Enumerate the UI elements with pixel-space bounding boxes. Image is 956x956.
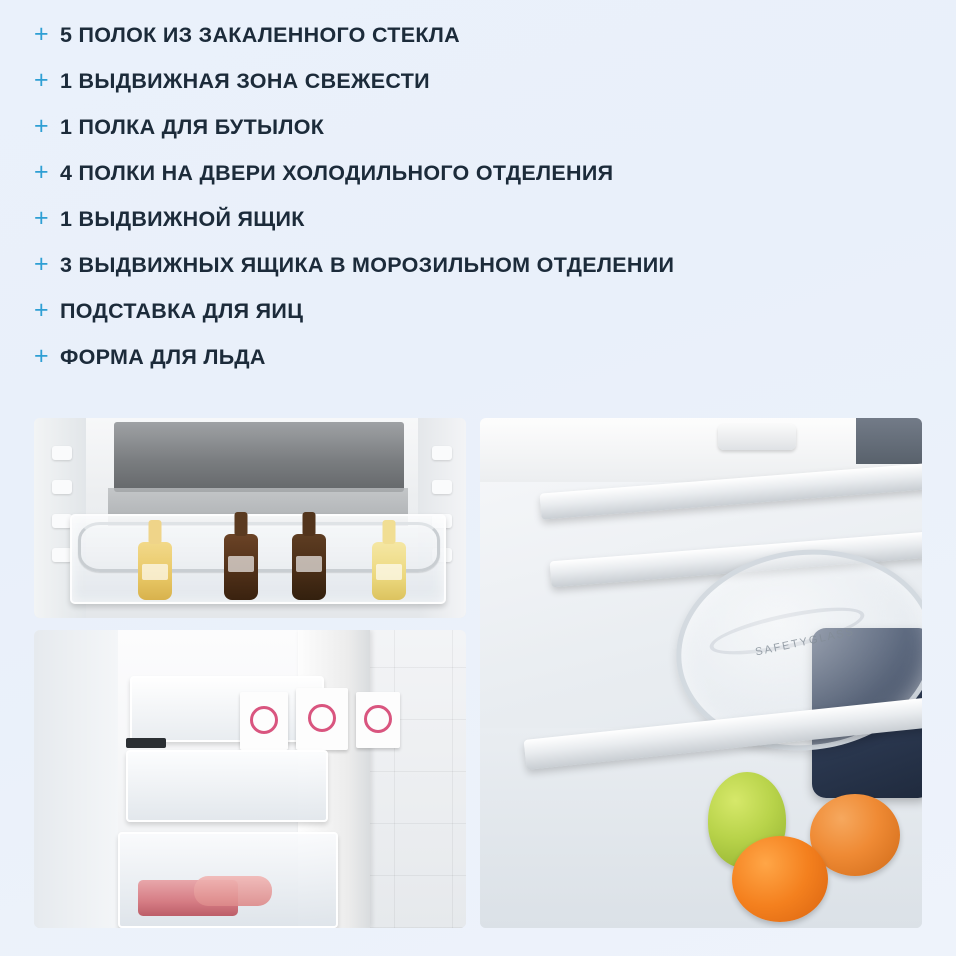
package-dot — [364, 705, 392, 733]
feature-label: 1 ВЫДВИЖНОЙ ЯЩИК — [60, 207, 305, 231]
fridge-corner-shadow — [856, 418, 922, 464]
plus-icon: + — [34, 296, 49, 324]
list-item — [34, 298, 914, 330]
list-item — [34, 68, 914, 100]
list-item — [34, 160, 914, 192]
bottle-shelf-photo — [34, 418, 466, 618]
feature-label: 5 ПОЛОК ИЗ ЗАКАЛЕННОГО СТЕКЛА — [60, 23, 460, 47]
food-package — [240, 692, 288, 750]
list-item — [34, 344, 914, 376]
shelf-rib — [52, 446, 72, 460]
food-package — [356, 692, 400, 748]
bottle-label — [228, 556, 254, 572]
fridge-side-panel — [34, 630, 120, 928]
shelf-rib — [52, 514, 72, 528]
drawer-handle — [126, 738, 166, 748]
food-item-meat — [194, 876, 272, 906]
plus-icon: + — [34, 250, 49, 278]
package-dot — [250, 706, 278, 734]
safety-glass-marking: SAFETYGLASS — [754, 626, 857, 659]
drawer-top — [130, 676, 324, 742]
feature-label: ПОДСТАВКА ДЛЯ ЯИЦ — [60, 299, 304, 323]
shelf-rib — [52, 480, 72, 494]
bottle-neck — [383, 520, 396, 544]
shelf-rib — [432, 480, 452, 494]
shelf-rib — [432, 446, 452, 460]
list-item — [34, 114, 914, 146]
plus-icon: + — [34, 20, 49, 48]
bottle-label — [142, 564, 168, 580]
list-item — [34, 206, 914, 238]
bottle-neck — [235, 512, 248, 536]
photo-grid — [34, 418, 922, 928]
feature-list — [34, 22, 914, 390]
bottle — [292, 534, 326, 600]
bottle-neck — [303, 512, 316, 536]
bottle-neck — [149, 520, 162, 544]
bottle-label — [296, 556, 322, 572]
food-package — [296, 688, 348, 750]
door-latch — [718, 424, 796, 450]
fruit-orange — [732, 836, 828, 922]
bottle-label — [376, 564, 402, 580]
feature-label: 1 ВЫДВИЖНАЯ ЗОНА СВЕЖЕСТИ — [60, 69, 430, 93]
glass-shelf-photo — [480, 418, 922, 928]
feature-label: ФОРМА ДЛЯ ЛЬДА — [60, 345, 266, 369]
plus-icon: + — [34, 66, 49, 94]
package-dot — [308, 704, 336, 732]
drawer-middle — [126, 750, 328, 822]
freezer-drawers-photo — [34, 630, 466, 928]
plus-icon: + — [34, 112, 49, 140]
list-item — [34, 252, 914, 284]
plus-icon: + — [34, 342, 49, 370]
feature-label: 1 ПОЛКА ДЛЯ БУТЫЛОК — [60, 115, 325, 139]
list-item — [34, 22, 914, 54]
bottle — [224, 534, 258, 600]
shelf-rib — [52, 548, 72, 562]
bottle — [372, 542, 406, 600]
bottle — [138, 542, 172, 600]
plus-icon: + — [34, 158, 49, 186]
feature-label: 4 ПОЛКИ НА ДВЕРИ ХОЛОДИЛЬНОГО ОТДЕЛЕНИЯ — [60, 161, 614, 185]
feature-label: 3 ВЫДВИЖНЫХ ЯЩИКА В МОРОЗИЛЬНОМ ОТДЕЛЕНИИ — [60, 253, 675, 277]
fridge-back-panel — [114, 422, 404, 492]
plus-icon: + — [34, 204, 49, 232]
